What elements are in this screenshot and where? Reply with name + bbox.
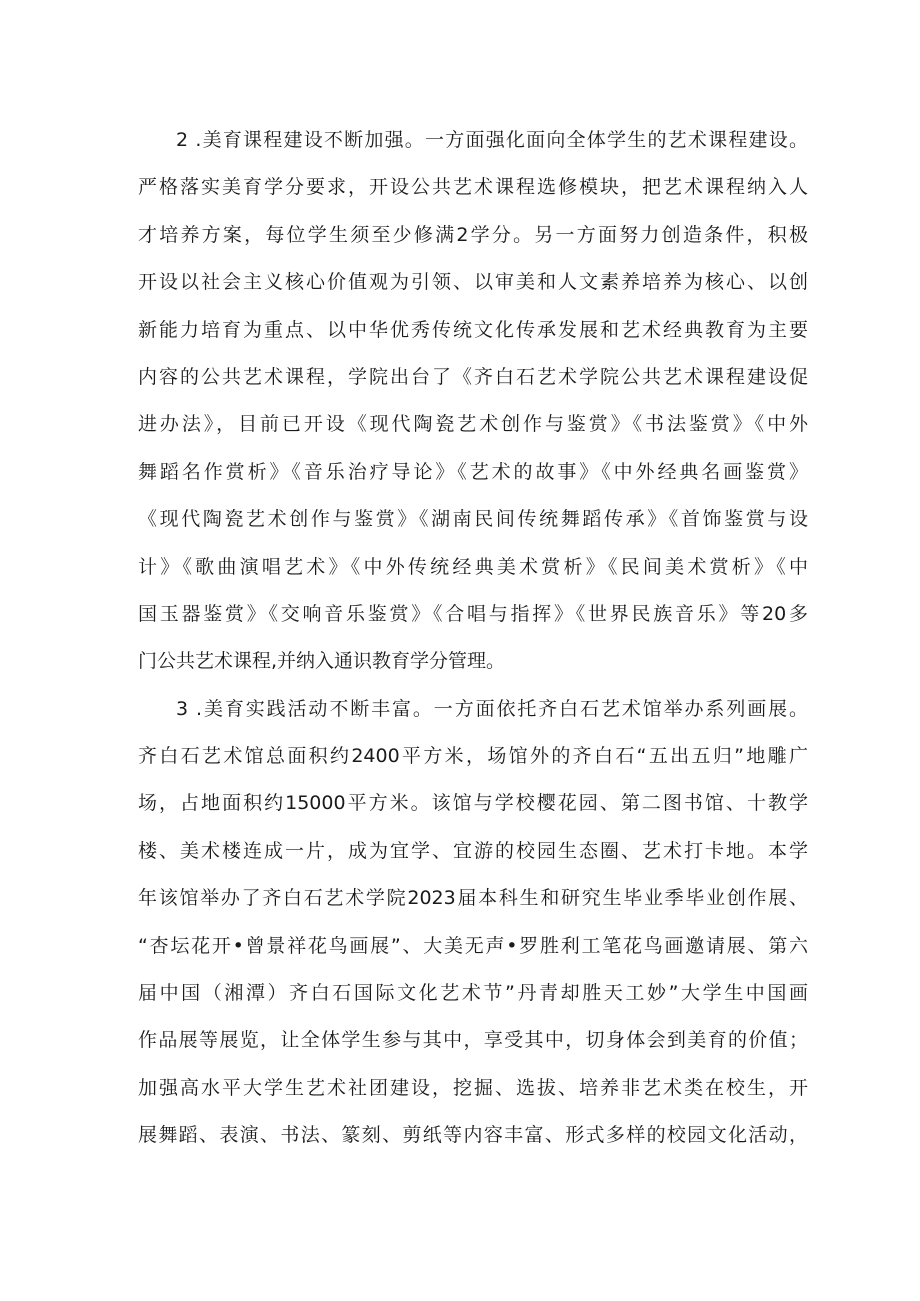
paragraph-2-line: 新能力培育为重点、以中华优秀传统文化传承发展和艺术经典教育为主要	[138, 318, 808, 341]
paragraph-3-line: 齐白石艺术馆总面积约2400平方米，场馆外的齐白石“五出五归”地雕广	[138, 745, 808, 768]
paragraph-2-line: 进办法》，目前已开设《现代陶瓷艺术创作与鉴赏》《书法鉴赏》《中外	[138, 413, 808, 436]
paragraph-3-line: 年该馆举办了齐白石艺术学院2023届本科生和研究生毕业季毕业创作展、	[138, 887, 808, 910]
paragraph-2-line: 开设以社会主义核心价值观为引领、以审美和人文素养培养为核心、以创	[138, 271, 808, 294]
paragraph-2-line: 国玉器鉴赏》《交响音乐鉴赏》《合唱与指挥》《世界民族音乐》等20多	[138, 602, 808, 625]
paragraph-3-line: 届中国（湘潭）齐白石国际文化艺术节”丹青却胜天工妙”大学生中国画	[138, 982, 808, 1005]
paragraph-2-line: 严格落实美育学分要求，开设公共艺术课程选修模块，把艺术课程纳入人	[138, 176, 808, 199]
paragraph-2-line: 内容的公共艺术课程，学院出台了《齐白石艺术学院公共艺术课程建设促	[138, 365, 808, 388]
paragraph-3-line: 展舞蹈、表演、书法、篆刻、剪纸等内容丰富、形式多样的校园文化活动，	[138, 1124, 808, 1147]
paragraph-2-line: 才培养方案，每位学生须至少修满2学分。另一方面努力创造条件，积极	[138, 223, 808, 246]
paragraph-3-line: “杏坛花开•曾景祥花鸟画展”、大美无声•罗胜利工笔花鸟画邀请展、第六	[138, 934, 808, 957]
document-body	[138, 117, 808, 1160]
paragraph-3-line: 楼、美术楼连成一片，成为宜学、宜游的校园生态圈、艺术打卡地。本学	[138, 839, 808, 862]
paragraph-3-line: 作品展等展览，让全体学生参与其中，享受其中，切身体会到美育的价值；	[138, 1029, 808, 1052]
paragraph-3-line: 3 .美育实践活动不断丰富。一方面依托齐白石艺术馆举办系列画展。	[176, 697, 808, 720]
paragraph-2-line: 计》《歌曲演唱艺术》《中外传统经典美术赏析》《民间美术赏析》《中	[138, 555, 808, 578]
paragraph-3-line: 场，占地面积约15000平方米。该馆与学校樱花园、第二图书馆、十教学	[138, 792, 808, 815]
paragraph-2-line: 2 .美育课程建设不断加强。一方面强化面向全体学生的艺术课程建设。	[176, 129, 808, 151]
paragraph-3-line: 加强高水平大学生艺术社团建设，挖掘、选拔、培养非艺术类在校生，开	[138, 1076, 808, 1099]
paragraph-2-line: 《现代陶瓷艺术创作与鉴赏》《湖南民间传统舞蹈传承》《首饰鉴赏与设	[138, 508, 808, 531]
paragraph-2-line: 舞蹈名作赏析》《音乐治疗导论》《艺术的故事》《中外经典名画鉴赏》	[138, 460, 808, 483]
paragraph-2-line: 门公共艺术课程,并纳入通识教育学分管理。	[138, 650, 506, 673]
